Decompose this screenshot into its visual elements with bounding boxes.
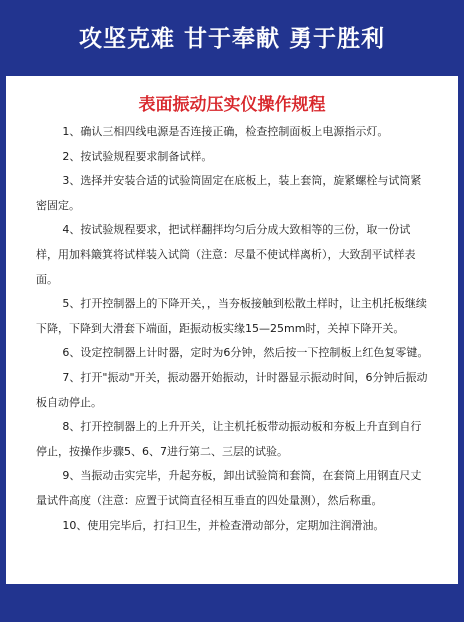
rules-list [36, 120, 431, 538]
rule-item: 6、设定控制器上计时器，定时为6分钟，然后按一下控制板上红色复零键。 [62, 346, 429, 360]
rule-item: 5、打开控制器上的下降开关，，当夯板接触到松散土样时，让主机托板继续下降，下降到大滑套下端面，距振动板实缘15—25mm时，关掉下降开关。 [36, 297, 427, 335]
document-title: 表面振动压实仪操作规程 [138, 95, 326, 115]
rule-item: 9、当振动击实完毕，升起夯板，卸出试验筒和套筒，在套筒上用钢直尺丈量试件高度（注意：应置于试筒直径相互垂直的四处量测），然后称重。 [36, 469, 422, 507]
rule-item: 3、选择并安装合适的试验筒固定在底板上，装上套筒，旋紧螺栓与试筒紧密固定。 [36, 174, 422, 212]
rule-item: 1、确认三相四线电源是否连接正确，检查控制面板上电源指示灯。 [62, 125, 389, 138]
footer-band [0, 584, 464, 622]
rule-item: 2、按试验规程要求制备试样。 [62, 149, 213, 163]
slogan: 攻坚克难 甘于奉献 勇于胜利 [78, 26, 385, 52]
rule-item: 10、使用完毕后，打扫卫生，并检查滑动部分，定期加注润滑油。 [62, 518, 385, 532]
header-band [0, 0, 464, 76]
right-border [458, 76, 464, 584]
rule-item: 7、打开"振动"开关，振动器开始振动，计时器显示振动时间，6分钟后振动板自动停止。 [36, 370, 428, 409]
rule-item: 4、按试验规程要求，把试样翻拌均匀后分成大致相等的三份，取一份试样，用加料簸箕将试样装入试筒（注意：尽量不使试样离析），大致刮平试样表面。 [36, 223, 416, 286]
document-panel [6, 76, 458, 584]
rule-item: 8、打开控制器上的上升开关，让主机托板带动振动板和夯板上升直到自行停止，按操作步骤5、6、7进行第二、三层的试验。 [36, 420, 422, 458]
